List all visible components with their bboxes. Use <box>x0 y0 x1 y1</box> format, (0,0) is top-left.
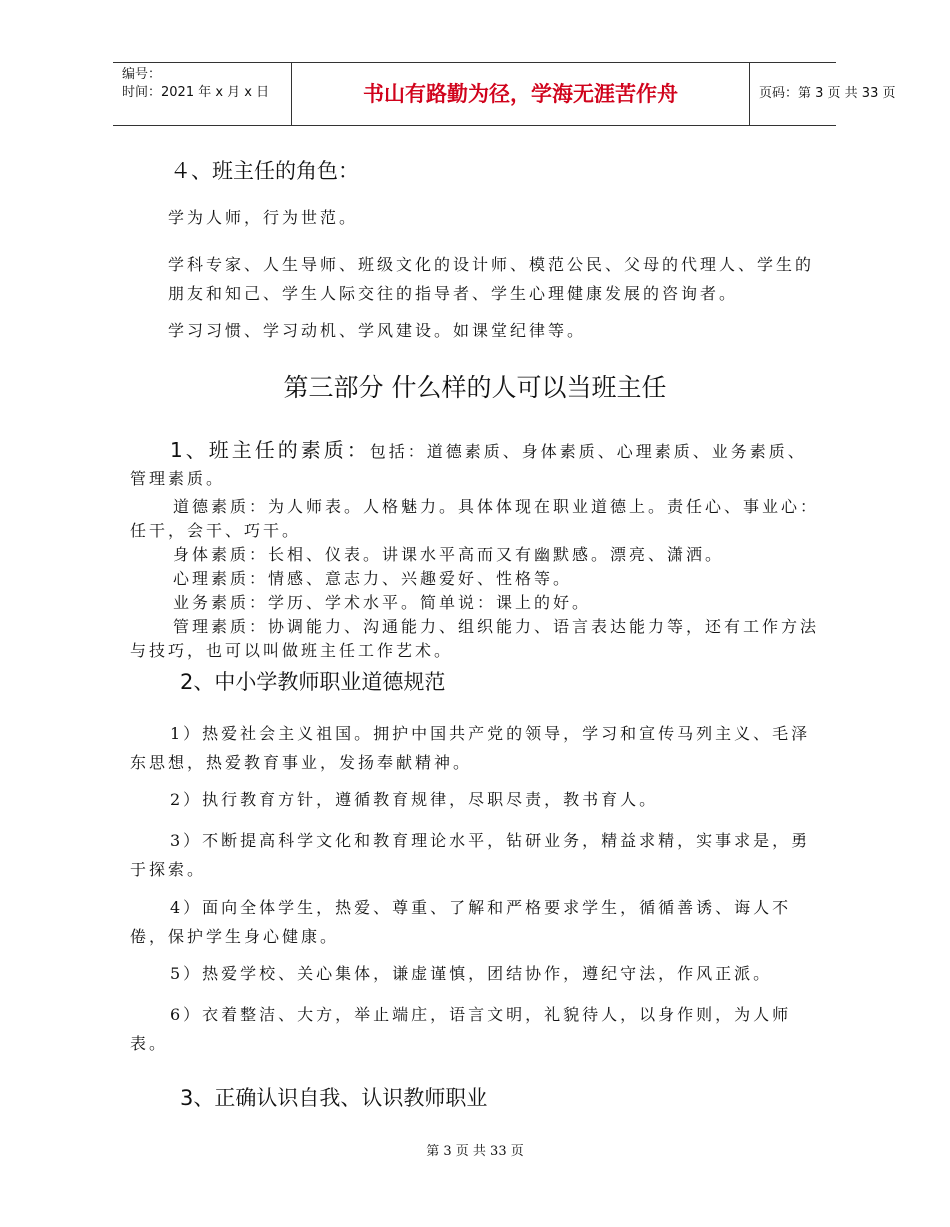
qualities-list <box>130 495 820 663</box>
qualities-intro <box>130 437 820 492</box>
teacher-ethics-heading: 2、中小学教师职业道德规范 <box>180 670 446 694</box>
psychological-quality: 心理素质：情感、意志力、兴趣爱好、性格等。 <box>173 569 573 588</box>
ethics-norm-3: 3）不断提高科学文化和教育理论水平，钻研业务，精益求精，实事求是，勇于探索。 <box>130 831 811 879</box>
ethics-norm-1: 1）热爱社会主义祖国。拥护中国共产党的领导，学习和宣传马列主义、毛泽东思想，热爱教育事业，发扬奉献精神。 <box>130 724 811 772</box>
ethics-norm-6: 6）衣着整洁、大方，举止端庄，语言文明，礼貌待人，以身作则，为人师表。 <box>130 1005 792 1053</box>
header-meta <box>113 63 291 125</box>
professional-quality: 业务素质：学历、学术水平。简单说：课上的好。 <box>173 593 592 612</box>
document-date: 时间：2021 年 x 月 x 日 <box>122 85 270 100</box>
ethics-norm-4: 4）面向全体学生，热爱、尊重、了解和严格要求学生，循循善诱、诲人不倦，保护学生身心健康。 <box>130 898 792 946</box>
ethics-norm-5: 5）热爱学校、关心集体，谦虚谨慎，团结协作，遵纪守法，作风正派。 <box>170 964 773 983</box>
page-footer: 第 3 页 共 33 页 <box>426 1144 524 1159</box>
qualities-heading: 1、班主任的素质： <box>170 438 370 462</box>
management-quality: 管理素质：协调能力、沟通能力、组织能力、语言表达能力等，还有工作方法与技巧，也可以叫做班主任工作艺术。 <box>130 617 820 660</box>
header-page-info: 页码：第 3 页 共 33 页 <box>759 86 896 101</box>
header-motto: 书山有路勤为径，学海无涯苦作舟 <box>291 63 750 125</box>
section-4-paragraph-3: 学习习惯、学习动机、学风建设。如课堂纪律等。 <box>168 321 587 340</box>
qualities-summary: 包括：道德素质、身体素质、心理素质、业务素质、管理素质。 <box>130 442 807 488</box>
physical-quality: 身体素质：长相、仪表。讲课水平高而又有幽默感。漂亮、潇洒。 <box>173 545 725 564</box>
section-4-paragraph-2: 学科专家、人生导师、班级文化的设计师、模范公民、父母的代理人、学生的朋友和知己、学生人际交往的指导者、学生心理健康发展的咨询者。 <box>168 255 815 303</box>
document-number-label: 编号： <box>122 67 162 82</box>
section-4-heading: ４、班主任的角色： <box>170 159 359 183</box>
ethics-norm-2: 2）执行教育方针，遵循教育规律，尽职尽责，教书育人。 <box>170 790 659 809</box>
self-awareness-heading: 3、正确认识自我、认识教师职业 <box>180 1086 488 1110</box>
page-header <box>113 62 896 126</box>
part-3-title: 第三部分 什么样的人可以当班主任 <box>283 373 667 402</box>
section-4-paragraph-1: 学为人师，行为世范。 <box>168 208 359 227</box>
moral-quality: 道德素质：为人师表。人格魅力。具体体现在职业道德上。责任心、事业心：任干，会干、巧干。 <box>130 497 820 540</box>
